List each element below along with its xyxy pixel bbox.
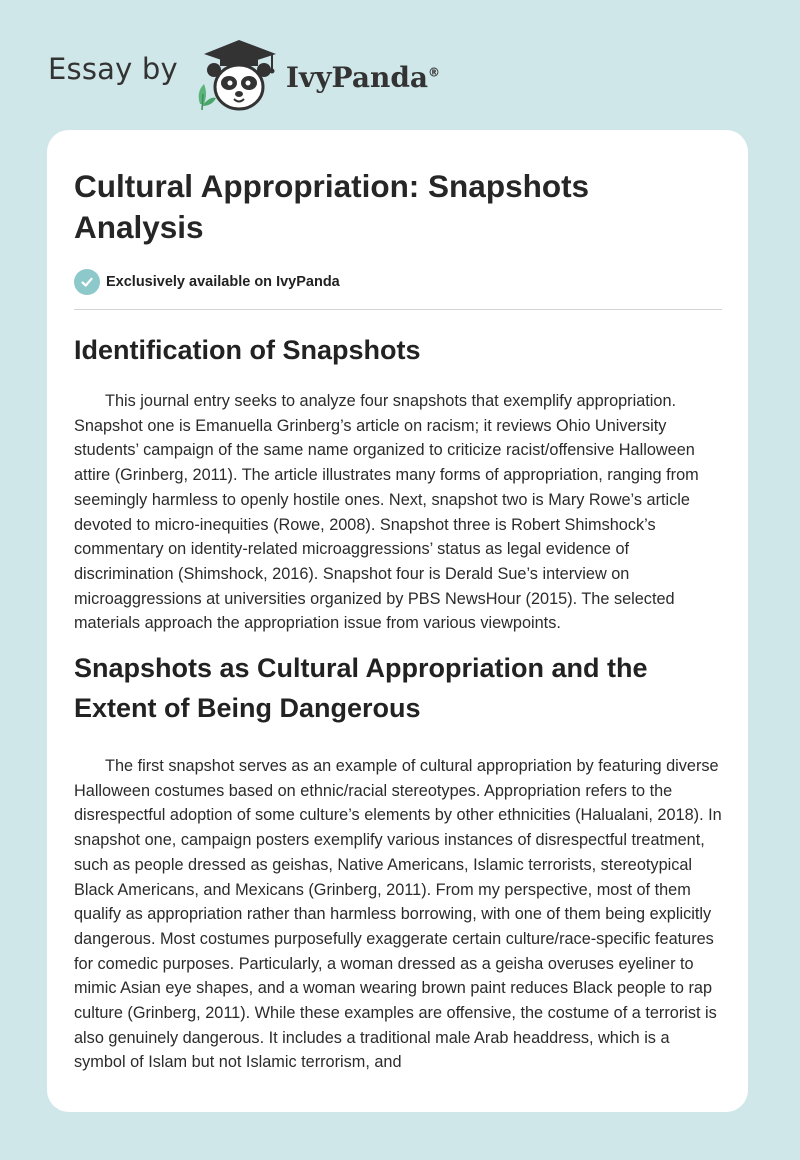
exclusive-label: Exclusively available on IvyPanda (106, 274, 340, 290)
essay-content (47, 166, 748, 1075)
site-logo[interactable] (48, 34, 440, 114)
logo-brand: IvyPanda® (285, 60, 441, 94)
exclusive-badge (74, 268, 722, 296)
section-paragraph: The first snapshot serves as an example of cultural appropriation by featuring diverse Halloween costumes based on ethnic/racial stereotypes. Appropriation refers to the disrespectful adoption of some culture’s elements by other ethnicities (Halualani, 2018). In snapshot one, campaign posters exemplify various instances of disrespectful treatment, such as people dressed as geishas, Native Americans, Islamic terrorists, stereotypical Black Americans, and Mexicans (Grinberg, 2011). From my perspective, most of them qualify as appropriation rather than harmless borrowing, with one of them being explicitly dangerous. Most costumes purposefully exaggerate certain culture/race-specific features for comedic purposes. Particularly, a woman dressed as a geisha overuses eyeliner to mimic Asian eye shapes, and a woman wearing brown paint reduces Black people to rap culture (Grinberg, 2011). While these examples are offensive, the costume of a terrorist is also genuinely dangerous. It includes a traditional male Arab headdress, which is a symbol of Islam but not Islamic terrorism, and (74, 757, 722, 1072)
section-heading: Snapshots as Cultural Appropriation and the Extent of Being Dangerous (74, 653, 648, 724)
title-divider (74, 309, 722, 310)
section-heading: Identification of Snapshots (74, 335, 421, 365)
page-title: Cultural Appropriation: Snapshots Analysis (74, 168, 590, 245)
logo-prefix: Essay by (48, 52, 178, 86)
section-paragraph: This journal entry seeks to analyze four snapshots that exemplify appropriation. Snapshot one is Emanuella Grinberg’s article on racism; it reviews Ohio University students’ campaign of the same name organized to criticize racist/offensive Halloween attire (Grinberg, 2011). The article illustrates many forms of appropriation, ranging from seemingly harmless to openly hostile ones. Next, snapshot two is Mary Rowe’s article devoted to micro-inequities (Rowe, 2008). Snapshot three is Robert Shimshock’s commentary on identity-related microaggressions’ status as legal evidence of discrimination (Shimshock, 2016). Snapshot four is Derald Sue’s interview on microaggressions at universities organized by PBS NewsHour (2015). The selected materials approach the appropriation issue from various viewpoints. (74, 392, 699, 633)
panda-mascot-icon (192, 34, 282, 114)
registered-mark: ® (428, 65, 441, 80)
essay-card (47, 130, 748, 1112)
checkmark-icon (74, 269, 100, 295)
